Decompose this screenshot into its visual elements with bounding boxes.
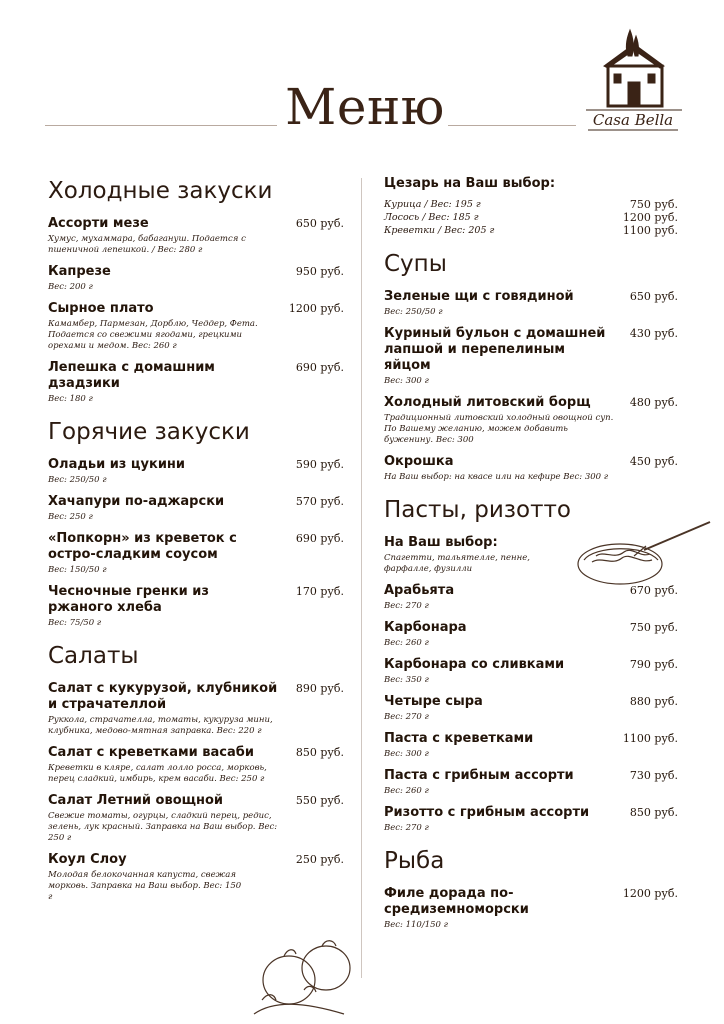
menu-item <box>48 852 344 903</box>
caesar-option <box>384 224 678 237</box>
item-name: Оладьи из цукини <box>48 457 186 472</box>
option-label: Курица / Вес: 195 г <box>384 199 481 210</box>
menu-item <box>48 584 344 629</box>
section-hot-appetizers <box>48 417 344 629</box>
item-desc: Спагетти, тальятелле, пенне, фарфалле, фузилли <box>384 553 530 574</box>
menu-item <box>384 395 678 446</box>
item-price: 430 руб. <box>629 327 678 340</box>
menu-item <box>48 264 344 293</box>
item-price: 750 руб. <box>629 621 678 634</box>
menu-item <box>48 745 344 785</box>
item-name: Ризотто с грибным ассорти <box>384 805 590 820</box>
item-price: 250 руб. <box>295 853 344 866</box>
item-name: Зеленые щи с говядиной <box>384 289 574 304</box>
item-name: Салат Летний овощной <box>48 793 224 808</box>
item-name: Паста с грибным ассорти <box>384 768 574 783</box>
pasta-bowl-sketch <box>574 516 718 590</box>
menu-item <box>48 681 344 737</box>
item-name: Карбонара со сливками <box>384 657 565 672</box>
item-name: Окрошка <box>384 454 454 469</box>
item-name: Арабьята <box>384 583 455 598</box>
item-price: 450 руб. <box>629 455 678 468</box>
item-price: 170 руб. <box>295 585 344 598</box>
item-desc: Вес: 260 г <box>384 638 429 648</box>
item-desc: Свежие томаты, огурцы, сладкий перец, редис, зелень, лук красный. Заправка на Ваш выбор. Вес: 250 г <box>48 811 278 843</box>
item-name: Холодный литовский борщ <box>384 395 591 410</box>
menu-item <box>384 694 678 723</box>
item-desc: Камамбер, Пармезан, Дорблю, Чеддер, Фета. Подается со свежими ягодами, грецкими орехами и медом. Вес: 260 г <box>48 319 258 351</box>
section-salads <box>48 641 344 903</box>
header-rule-right <box>448 125 576 126</box>
menu-item <box>384 805 678 834</box>
item-desc: Вес: 110/150 г <box>384 920 448 930</box>
item-desc: Вес: 350 г <box>384 675 429 685</box>
item-price: 880 руб. <box>629 695 678 708</box>
menu-header <box>0 0 724 150</box>
item-desc: Вес: 250/50 г <box>48 475 107 485</box>
menu-item <box>384 731 678 760</box>
item-desc: Вес: 300 г <box>384 376 429 386</box>
item-name: Сырное плато <box>48 301 154 316</box>
section-title: Пасты, ризотто <box>384 497 571 523</box>
item-name: Салат с креветками васаби <box>48 745 254 760</box>
item-desc: Вес: 260 г <box>384 786 429 796</box>
option-label: Лосось / Вес: 185 г <box>384 212 479 223</box>
section-soups <box>384 249 678 483</box>
item-price: 670 руб. <box>629 584 678 597</box>
item-name: Чесночные гренки из ржаного хлеба <box>48 584 209 615</box>
section-fish <box>384 846 678 931</box>
item-desc: Вес: 250/50 г <box>384 307 443 317</box>
item-name: Четыре сыра <box>384 694 483 709</box>
item-desc: Вес: 270 г <box>384 712 429 722</box>
menu-item <box>48 457 344 486</box>
item-name: Капрезе <box>48 264 111 279</box>
section-title: Супы <box>384 251 447 277</box>
section-cold-appetizers <box>48 176 344 405</box>
item-desc: На Ваш выбор: на квасе или на кефире Вес: 300 г <box>384 472 609 482</box>
caesar-option <box>384 198 678 211</box>
item-name: Цезарь на Ваш выбор: <box>384 176 556 191</box>
item-name: Ассорти мезе <box>48 216 149 231</box>
menu-item <box>384 886 678 931</box>
item-price: 950 руб. <box>295 265 344 278</box>
item-desc: Вес: 180 г <box>48 394 93 404</box>
item-price: 650 руб. <box>295 217 344 230</box>
item-price: 1100 руб. <box>622 732 678 745</box>
item-name: Куриный бульон с домашней лапшой и перепелиным яйцом <box>384 326 606 373</box>
item-desc: Молодая белокочанная капуста, свежая морковь. Заправка на Ваш выбор. Вес: 150 г <box>48 870 242 902</box>
item-price: 480 руб. <box>629 396 678 409</box>
item-desc: Вес: 270 г <box>384 601 429 611</box>
casa-bella-logo <box>578 26 688 136</box>
item-desc: Хумус, мухаммара, бабагануш. Подается с пшеничной лепешкой. / Вес: 280 г <box>48 234 246 255</box>
item-desc: Вес: 250 г <box>48 512 93 522</box>
caesar-option <box>384 211 678 224</box>
left-column <box>48 176 344 911</box>
section-title: Горячие закуски <box>48 419 250 445</box>
item-name: Коул Слоу <box>48 852 127 867</box>
menu-item <box>384 454 678 483</box>
menu-item <box>384 620 678 649</box>
item-price: 850 руб. <box>295 746 344 759</box>
option-label: Креветки / Вес: 205 г <box>384 225 495 236</box>
section-title: Рыба <box>384 848 445 874</box>
menu-item <box>48 301 344 352</box>
vegetables-sketch <box>244 930 360 1020</box>
logo-text: Casa Bella <box>592 111 674 129</box>
item-desc: Вес: 300 г <box>384 749 429 759</box>
caesar-block <box>384 176 678 237</box>
menu-item <box>384 326 678 387</box>
item-price: 550 руб. <box>295 794 344 807</box>
menu-item <box>48 360 344 405</box>
item-desc: Вес: 150/50 г <box>48 565 107 575</box>
menu-item <box>384 289 678 318</box>
item-name: Салат с кукурузой, клубникой и страчателлой <box>48 681 278 712</box>
option-price: 1200 руб. <box>622 211 678 224</box>
menu-item <box>48 531 344 576</box>
item-name: «Попкорн» из креветок с остро-сладким соусом <box>48 531 237 562</box>
section-title: Салаты <box>48 643 139 669</box>
item-desc: Вес: 200 г <box>48 282 93 292</box>
item-desc: Традиционный литовский холодный овощной суп. По Вашему желанию, можем добавить буженину. Вес: 300 <box>384 413 614 445</box>
item-price: 1200 руб. <box>622 887 678 900</box>
item-name: Лепешка с домашним дзадзики <box>48 360 215 391</box>
menu-item <box>384 657 678 686</box>
item-price: 590 руб. <box>295 458 344 471</box>
menu-item <box>48 216 344 256</box>
page-title: Меню <box>285 78 445 136</box>
item-desc: Креветки в кляре, салат лолло росса, морковь, перец сладкий, имбирь, крем васаби. Вес: 250 г <box>48 763 267 784</box>
item-desc: Вес: 270 г <box>384 823 429 833</box>
item-price: 850 руб. <box>629 806 678 819</box>
menu-item <box>48 793 344 844</box>
section-title: Холодные закуски <box>48 178 273 204</box>
item-price: 790 руб. <box>629 658 678 671</box>
item-price: 690 руб. <box>295 361 344 374</box>
item-name: Хачапури по-аджарски <box>48 494 225 509</box>
item-price: 1200 руб. <box>288 302 344 315</box>
item-name: Филе дорада по-средиземноморски <box>384 886 529 917</box>
option-price: 750 руб. <box>629 198 678 211</box>
menu-item <box>384 768 678 797</box>
item-name: На Ваш выбор: <box>384 535 498 550</box>
item-desc: Руккола, страчателла, томаты, кукуруза мини, клубника, медово-мятная заправка. Вес: 220 г <box>48 715 273 736</box>
item-name: Паста с креветками <box>384 731 534 746</box>
item-price: 690 руб. <box>295 532 344 545</box>
item-price: 730 руб. <box>629 769 678 782</box>
item-price: 890 руб. <box>295 682 344 695</box>
menu-item <box>48 494 344 523</box>
item-desc: Вес: 75/50 г <box>48 618 102 628</box>
option-price: 1100 руб. <box>622 224 678 237</box>
column-divider <box>361 178 362 978</box>
header-rule-left <box>45 125 277 126</box>
item-price: 650 руб. <box>629 290 678 303</box>
item-name: Карбонара <box>384 620 467 635</box>
item-price: 570 руб. <box>295 495 344 508</box>
